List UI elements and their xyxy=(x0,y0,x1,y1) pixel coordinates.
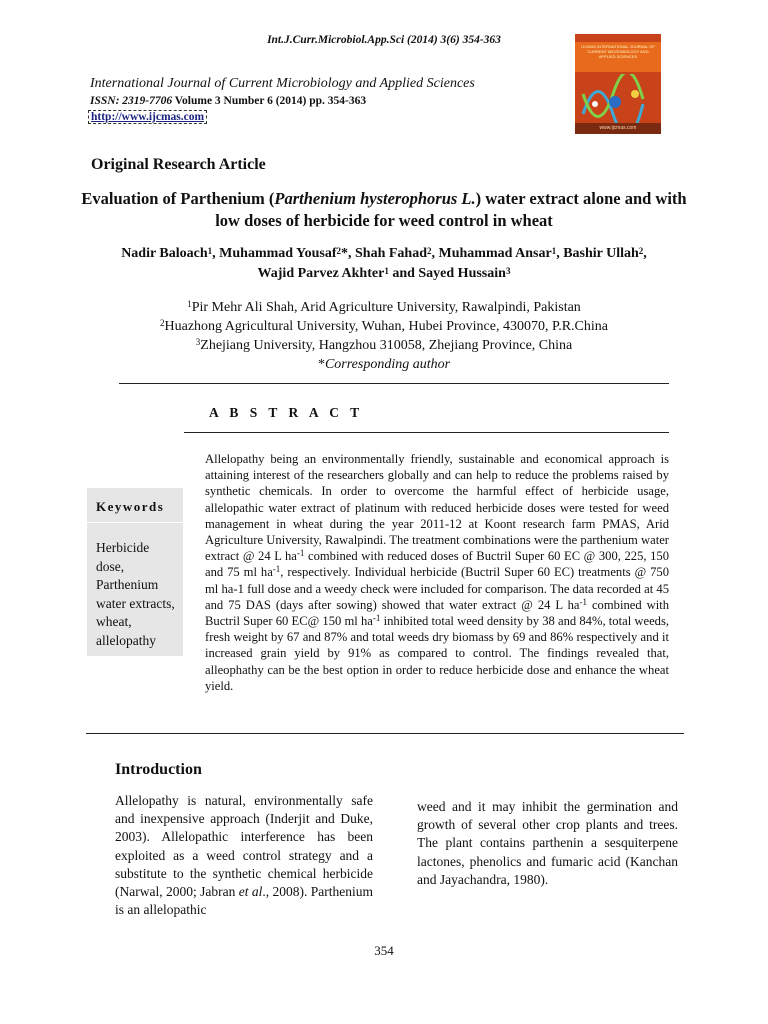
author-affil-sup: 1 xyxy=(551,246,557,256)
article-type: Original Research Article xyxy=(91,156,266,173)
intro-text: Allelopathy is natural, environmentally safe and inexpensive approach (Inderjit and Duke, 2003). Allelopathic interference has been exploited as a weed control strategy and a substitute to the synthetic chemical herbicide (Narwal, 2000; Jabran xyxy=(115,793,373,900)
author-affil-sup: 1 xyxy=(384,266,389,276)
abstract-text-1: Allelopathy being an environmentally friendly, sustainable and economical approach is attaining interest of the researchers globally and can help to reduce the problems raised by synthetic chemicals. In order to overcome the harmful effect of herbicide usage, allelopathic water extract of platinum with reduced herbicide doses were tested for weed management in wheat during the year 2011-12 at Koont research farm PMAS, Arid Agriculture University, Rawalpindi. The treatment combinations were the parthenium water extract @ 24 L ha xyxy=(205,452,669,564)
unit-sup: -1 xyxy=(579,596,587,607)
author-affil-sup: 2 xyxy=(336,246,342,256)
abstract-body xyxy=(205,451,669,694)
unit-sup: -1 xyxy=(296,548,305,559)
author-affil-sup: 3 xyxy=(505,266,511,276)
author-name: Nadir Baloach xyxy=(121,246,208,261)
cover-dna-graphic xyxy=(575,74,661,124)
affiliation xyxy=(80,317,688,336)
title-part-1: Evaluation of Parthenium ( xyxy=(81,189,275,208)
affiliation-text: Zhejiang University, Hangzhou 310058, Zhejiang Province, China xyxy=(200,338,573,353)
abstract-text-3: , respectively. Individual herbicide (Buctril Super 60 EC) treatments @ 750 ml ha-1 full dose and a weedy check were included for comparison. The data recorded at 45 and 75 DAS (days after sowing) showed that water extract @ 24 L ha xyxy=(205,565,669,612)
journal-cover-image xyxy=(575,34,661,134)
affiliation-text: Pir Mehr Ali Shah, Arid Agriculture University, Rawalpindi, Pakistan xyxy=(191,300,581,315)
affiliation xyxy=(80,336,688,355)
author-list xyxy=(70,244,698,284)
author-separator: , xyxy=(212,246,220,261)
cover-footer: www.ijcmas.com xyxy=(575,123,661,134)
issn: ISSN: 2319-7706 xyxy=(90,95,173,107)
keyword-item: Herbicide dose, xyxy=(96,540,150,574)
keywords-list xyxy=(96,539,180,650)
unit-sup: -1 xyxy=(272,564,281,575)
journal-name: International Journal of Current Microbiology and Applied Sciences xyxy=(90,76,475,91)
author-separator: , xyxy=(431,246,439,261)
abstract-heading: A B S T R A C T xyxy=(209,405,364,420)
keywords-box xyxy=(87,488,183,656)
intro-text: ., 2008). Parthenium is an allelopathic xyxy=(115,884,373,918)
author-separator: , xyxy=(643,246,647,261)
abstract-text-4: combined with Buctril Super 60 EC@ 150 ml ha xyxy=(205,597,669,629)
keyword-item: allelopathy xyxy=(96,632,156,648)
introduction-column-2: weed and it may inhibit the germination and growth of several other crop plants and trees. The plant contains parthenin a sesquiterpene lactones, phenolics and fumaric acid (Kanchan and Jayachandra, 1980). xyxy=(417,799,678,887)
author-name: Wajid Parvez Akhter xyxy=(257,266,385,281)
author-name: Bashir Ullah xyxy=(563,246,639,261)
author-separator: , xyxy=(556,246,564,261)
divider-bottom xyxy=(86,733,684,734)
author-name: Muhammad Yousaf xyxy=(219,246,337,261)
keyword-item: Parthenium water extracts, xyxy=(96,577,175,611)
author-separator: *, xyxy=(341,246,356,261)
volume-info: Volume 3 Number 6 (2014) pp. 354-363 xyxy=(172,95,367,107)
author-separator: and xyxy=(388,266,419,281)
affiliation-text: Huazhong Agricultural University, Wuhan, Hubei Province, 430070, P.R.China xyxy=(164,319,608,334)
introduction-heading: Introduction xyxy=(115,761,202,778)
author-affil-sup: 1 xyxy=(207,246,213,256)
author-name: Muhammad Ansar xyxy=(438,246,552,261)
issn-line xyxy=(90,95,366,107)
divider-abstract xyxy=(184,432,669,433)
unit-sup: -1 xyxy=(372,613,381,624)
corresponding-author: *Corresponding author xyxy=(317,357,451,372)
intro-text-italic: et al xyxy=(238,884,263,900)
author-name: Shah Fahad xyxy=(355,246,427,261)
affiliation-sup: 3 xyxy=(195,337,201,347)
keyword-item: wheat, xyxy=(96,614,132,629)
introduction-column-1 xyxy=(115,792,373,919)
abstract-text-2: combined with reduced doses of Buctril Super 60 EC @ 300, 225, 150 and 75 ml ha xyxy=(205,549,670,580)
keywords-heading: Keywords xyxy=(96,499,165,514)
title-species: Parthenium hysterophorus L. xyxy=(274,189,476,208)
author-affil-sup: 2 xyxy=(427,246,432,256)
affiliation-sup: 2 xyxy=(160,318,165,328)
author-name: Sayed Hussain xyxy=(418,266,506,281)
author-affil-sup: 2 xyxy=(638,246,644,256)
abstract-text-5: inhibited total weed density by 38 and 84%, total weeds, fresh weight by 67 and 87% and total weeds dry biomass by 69 and 86% respectively and it increased grain yield by 91% as compared to control. The findings revealed that, alleophathy can be the best option in order to reduce herbicide dose and enhance the wheat yield. xyxy=(205,614,670,693)
divider-top xyxy=(119,383,669,384)
corresponding-author-label: Corresponding author xyxy=(324,357,451,372)
affiliation-sup: 1 xyxy=(187,299,192,309)
title-part-2: ) water extract alone and with low doses of herbicide for weed control in wheat xyxy=(215,189,687,230)
running-head: Int.J.Curr.Microbiol.App.Sci (2014) 3(6) 354-363 xyxy=(267,34,501,46)
keywords-divider xyxy=(87,522,183,523)
page-number: 354 xyxy=(374,943,394,958)
journal-url-link[interactable]: http://www.ijcmas.com xyxy=(88,110,207,124)
affiliation xyxy=(80,298,688,317)
cover-title-text: IJCMAS INTERNATIONAL JOURNAL OF CURRENT MICROBIOLOGY AND APPLIED SCIENCES xyxy=(581,44,655,59)
affiliations xyxy=(80,298,688,374)
article-title xyxy=(80,188,688,232)
